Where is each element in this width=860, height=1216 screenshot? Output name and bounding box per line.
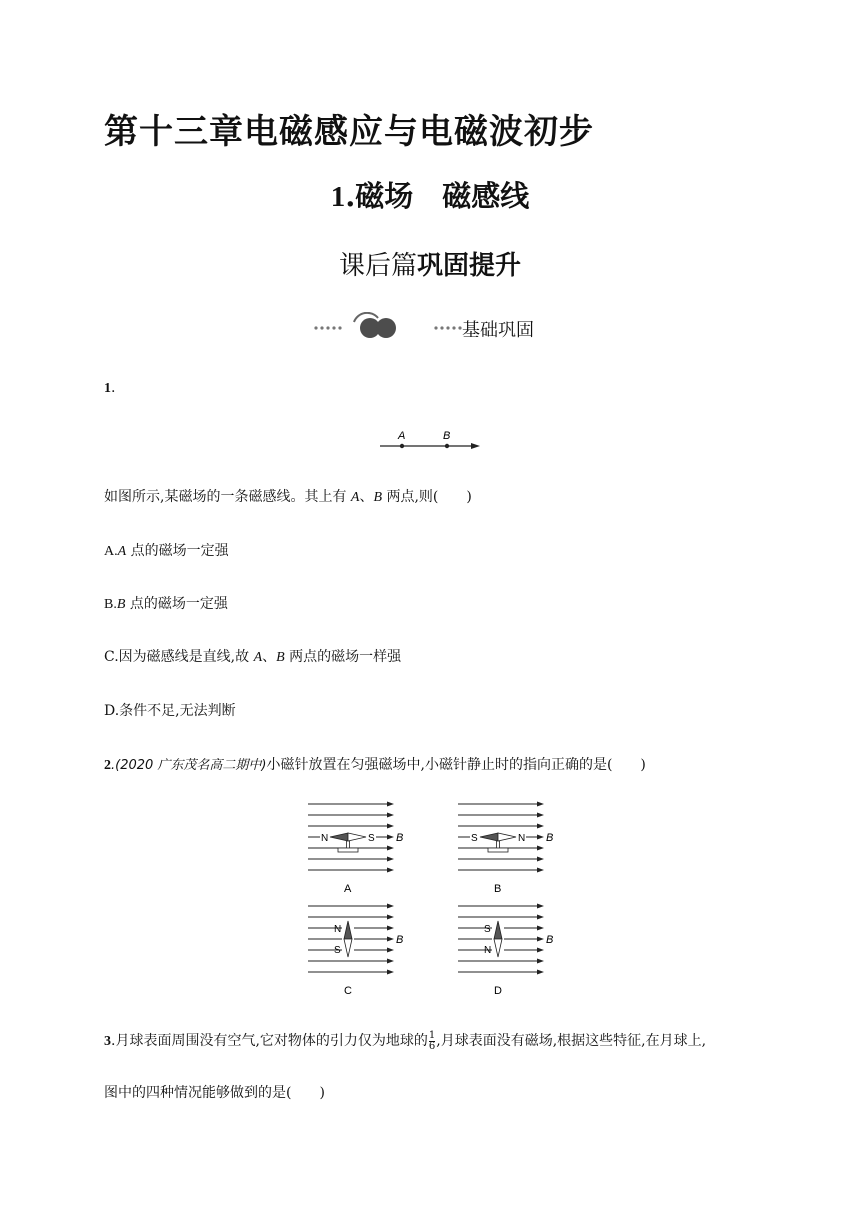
banner-decoration-icon (312, 312, 462, 344)
arrow-head-icon (537, 868, 544, 873)
panel-caption: B (494, 883, 502, 895)
arrow-head-icon (537, 857, 544, 862)
chapter-title: 第十三章电磁感应与电磁波初步 (104, 112, 594, 152)
q1-option-d: D.条件不足,无法判断 (104, 703, 236, 719)
arrow-head-icon (387, 904, 394, 909)
arrow-head-icon (387, 959, 394, 964)
arrow-head-icon (537, 904, 544, 909)
q3-stem-line1: 3.月球表面周围没有空气,它对物体的引力仅为地球的 $\frac{1}{6}$ ,月球表面没有磁场,根据这些特征,在月球上, (104, 1029, 707, 1052)
q1-option-a: A.A 点的磁场一定强 (104, 543, 229, 559)
point-b (445, 444, 449, 448)
arrow-head-icon (387, 926, 394, 931)
arrow-head-icon (387, 857, 394, 862)
arrow-head-icon (537, 813, 544, 818)
arrow-head-icon (387, 915, 394, 920)
q1-field-line-figure (376, 428, 486, 454)
field-label-b: B (546, 832, 554, 844)
field-label-b: B (546, 934, 554, 946)
banner-label: 基础巩固 (462, 320, 534, 341)
arrow-head-icon (387, 813, 394, 818)
panel-a (308, 802, 403, 896)
field-label-b: B (396, 934, 404, 946)
panel-c (308, 904, 403, 998)
arrow-head-icon (387, 970, 394, 975)
label-b: B (443, 430, 451, 442)
subsection-bold: 巩固提升 (417, 251, 522, 281)
q1-option-b: B.B 点的磁场一定强 (104, 596, 228, 612)
field-label-b: B (396, 832, 404, 844)
arrow-head-icon (537, 915, 544, 920)
point-a (400, 444, 404, 448)
pole-right-label: N (518, 833, 526, 844)
panel-d (458, 904, 553, 998)
arrow-head-icon (537, 802, 544, 807)
pole-bottom-label: S (334, 945, 341, 956)
panel-caption: D (494, 985, 502, 997)
arrow-head-icon (387, 937, 394, 942)
fraction: $\frac{1}{6}$ (428, 1029, 436, 1052)
arrow-head-icon (387, 868, 394, 873)
section-number: 1 (330, 181, 346, 213)
arrow-head-icon (471, 443, 480, 449)
section-banner (312, 312, 572, 344)
q2-compass-figure (300, 798, 570, 1004)
stand-base (488, 848, 508, 852)
pole-bottom-label: N (484, 945, 492, 956)
pole-left-label: N (321, 833, 329, 844)
panel-b (458, 802, 553, 896)
arrow-head-icon (537, 937, 544, 942)
q1-option-c: C.因为磁感线是直线,故 A、B 两点的磁场一样强 (104, 649, 402, 665)
q2-stem: 2.(2020 广东茂名高二期中)小磁针放置在匀强磁场中,小磁针静止时的指向正确的是( ) (104, 757, 646, 773)
arrow-head-icon (387, 948, 394, 953)
panel-caption: C (344, 985, 352, 997)
q1-stem: 如图所示,某磁场的一条磁感线。其上有 A、B 两点,则( ) (104, 489, 472, 505)
arrow-head-icon (387, 824, 394, 829)
q1-number: 1. (104, 380, 116, 396)
arrow-head-icon (537, 824, 544, 829)
arrow-head-icon (387, 846, 394, 851)
arrow-head-icon (537, 926, 544, 931)
pole-left-label: S (471, 833, 478, 844)
pole-right-label: S (368, 833, 375, 844)
svg-text:i: i (355, 327, 357, 336)
section-title (0, 174, 860, 215)
label-a: A (398, 430, 406, 442)
arrow-head-icon (537, 846, 544, 851)
arrow-head-icon (387, 835, 394, 840)
pole-top-label: N (334, 924, 342, 935)
arrow-head-icon (537, 948, 544, 953)
q3-stem-line2: 图中的四种情况能够做到的是( ) (104, 1085, 325, 1101)
arrow-head-icon (537, 970, 544, 975)
arrow-head-icon (537, 835, 544, 840)
section-title-text: .磁场 磁感线 (345, 179, 530, 213)
stand-base (338, 848, 358, 852)
subsection-normal: 课后篇 (338, 251, 417, 281)
pole-top-label: S (484, 924, 491, 935)
arrow-head-icon (537, 959, 544, 964)
arrow-head-icon (387, 802, 394, 807)
subsection-title (0, 245, 860, 282)
panel-caption: A (344, 883, 352, 895)
